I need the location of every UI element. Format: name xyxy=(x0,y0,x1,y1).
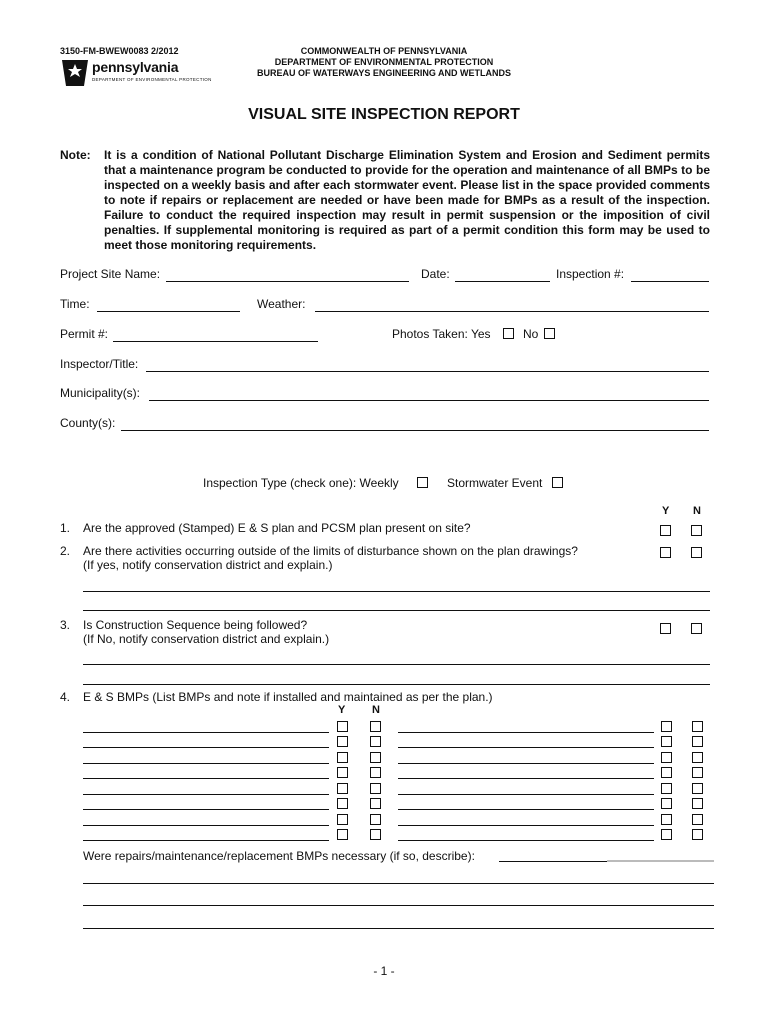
date-label: Date: xyxy=(421,267,450,281)
bmp-entry-line-right[interactable] xyxy=(398,732,654,733)
agency-line-1: COMMONWEALTH OF PENNSYLVANIA xyxy=(300,46,468,56)
question-3-number: 3. xyxy=(60,618,71,632)
form-number: 3150-FM-BWEW0083 2/2012 xyxy=(60,46,179,56)
photos-taken-label: Photos Taken: Yes xyxy=(392,327,491,341)
bmp-entry-line-left[interactable] xyxy=(83,825,329,826)
time-label: Time: xyxy=(60,297,90,311)
date-field[interactable] xyxy=(455,281,550,282)
question-3-answer-line[interactable] xyxy=(83,664,710,665)
bmp-right-yes-checkbox[interactable] xyxy=(661,752,672,763)
bmp-right-yes-checkbox[interactable] xyxy=(661,829,672,840)
note-text: It is a condition of National Pollutant Discharge Elimination System and Erosion and Sediment permits that a maintenance program be conducted to provide for the operation and maintenance of all BMPs to be inspected on a weekly basis and after each stormwater event. Please list in the space provided comments to note if repairs or replacement are needed or have been made for BMPs as a result of the inspection. Failure to conduct the required inspection may result in permit suspension or the imposition of civil penalties. If supplemental monitoring is required as part of a permit condition this form may be used to meet those monitoring requirements. xyxy=(104,148,710,252)
question-2-no-checkbox[interactable] xyxy=(691,547,702,558)
bmp-right-no-checkbox[interactable] xyxy=(692,829,703,840)
bmp-right-no-checkbox[interactable] xyxy=(692,767,703,778)
inspection-number-label: Inspection #: xyxy=(556,267,625,281)
question-2-answer-line[interactable] xyxy=(83,591,710,592)
bmp-entry-line-left[interactable] xyxy=(83,794,329,795)
permit-number-field[interactable] xyxy=(113,341,318,342)
note-label: Note: xyxy=(60,148,91,162)
bmp-right-yes-checkbox[interactable] xyxy=(661,736,672,747)
logo-text: pennsylvania xyxy=(92,59,179,75)
question-1-text: Are the approved (Stamped) E & S plan and PCSM plan present on site? xyxy=(83,521,471,535)
bmp-left-yes-checkbox[interactable] xyxy=(337,767,348,778)
bmp-entry-line-right[interactable] xyxy=(398,825,654,826)
question-1-number: 1. xyxy=(60,521,71,535)
bmp-entry-line-right[interactable] xyxy=(398,794,654,795)
project-site-name-label: Project Site Name: xyxy=(60,267,161,281)
inspector-title-field[interactable] xyxy=(146,371,709,372)
bmp-entry-line-left[interactable] xyxy=(83,778,329,779)
bmp-entry-line-left[interactable] xyxy=(83,732,329,733)
inspection-type-label: Inspection Type (check one): Weekly xyxy=(203,476,399,490)
bmp-entry-line-left[interactable] xyxy=(83,747,329,748)
bmp-left-yes-checkbox[interactable] xyxy=(337,814,348,825)
no-column-header: N xyxy=(693,505,701,517)
question-2-number: 2. xyxy=(60,544,71,558)
bmp-yes-column-header: Y xyxy=(338,704,346,716)
bmp-entry-line-right[interactable] xyxy=(398,809,654,810)
photos-no-label: No xyxy=(523,327,539,341)
repairs-inline-field[interactable] xyxy=(499,861,607,862)
question-3-yes-checkbox[interactable] xyxy=(660,623,671,634)
bmp-right-yes-checkbox[interactable] xyxy=(661,798,672,809)
bmp-left-no-checkbox[interactable] xyxy=(370,798,381,809)
repairs-answer-line[interactable] xyxy=(83,883,714,884)
question-3-answer-line[interactable] xyxy=(83,684,710,685)
question-4-text: E & S BMPs (List BMPs and note if installed and maintained as per the plan.) xyxy=(83,690,493,704)
photos-no-checkbox[interactable] xyxy=(544,328,555,339)
repairs-inline-field-extension xyxy=(607,860,714,862)
bmp-entry-line-left[interactable] xyxy=(83,763,329,764)
question-2-yes-checkbox[interactable] xyxy=(660,547,671,558)
question-2-answer-line[interactable] xyxy=(83,610,710,611)
bmp-left-yes-checkbox[interactable] xyxy=(337,752,348,763)
question-1-yes-checkbox[interactable] xyxy=(660,525,671,536)
question-2-text: Are there activities occurring outside of the limits of disturbance shown on the plan drawings? xyxy=(83,544,578,558)
page-title: VISUAL SITE INSPECTION REPORT xyxy=(248,106,520,123)
repairs-answer-line[interactable] xyxy=(83,905,714,906)
stormwater-event-checkbox[interactable] xyxy=(552,477,563,488)
bmp-right-no-checkbox[interactable] xyxy=(692,783,703,794)
time-field[interactable] xyxy=(97,311,240,312)
repairs-answer-line[interactable] xyxy=(83,928,714,929)
stormwater-event-label: Stormwater Event xyxy=(447,476,543,490)
bmp-right-no-checkbox[interactable] xyxy=(692,814,703,825)
municipality-label: Municipality(s): xyxy=(60,386,141,400)
bmp-left-no-checkbox[interactable] xyxy=(370,752,381,763)
bmp-right-yes-checkbox[interactable] xyxy=(661,814,672,825)
question-3-subtext: (If No, notify conservation district and explain.) xyxy=(83,632,330,646)
bmp-right-no-checkbox[interactable] xyxy=(692,798,703,809)
question-1-no-checkbox[interactable] xyxy=(691,525,702,536)
bmp-entry-line-right[interactable] xyxy=(398,840,654,841)
agency-line-3: BUREAU OF WATERWAYS ENGINEERING AND WETLANDS xyxy=(256,68,511,78)
bmp-left-no-checkbox[interactable] xyxy=(370,814,381,825)
bmp-left-no-checkbox[interactable] xyxy=(370,783,381,794)
bmp-right-no-checkbox[interactable] xyxy=(692,721,703,732)
bmp-entry-line-left[interactable] xyxy=(83,840,329,841)
permit-number-label: Permit #: xyxy=(60,327,109,341)
agency-line-2: DEPARTMENT OF ENVIRONMENTAL PROTECTION xyxy=(274,57,494,67)
page-number: - 1 - xyxy=(373,964,395,978)
bmp-left-yes-checkbox[interactable] xyxy=(337,783,348,794)
bmp-left-yes-checkbox[interactable] xyxy=(337,829,348,840)
bmp-left-yes-checkbox[interactable] xyxy=(337,721,348,732)
question-3-no-checkbox[interactable] xyxy=(691,623,702,634)
bmp-right-no-checkbox[interactable] xyxy=(692,736,703,747)
project-site-name-field[interactable] xyxy=(166,281,409,282)
bmp-right-yes-checkbox[interactable] xyxy=(661,767,672,778)
weather-label: Weather: xyxy=(257,297,306,311)
bmp-left-no-checkbox[interactable] xyxy=(370,721,381,732)
bmp-left-no-checkbox[interactable] xyxy=(370,829,381,840)
weekly-checkbox[interactable] xyxy=(417,477,428,488)
inspector-title-label: Inspector/Title: xyxy=(60,357,139,371)
bmp-entry-line-right[interactable] xyxy=(398,747,654,748)
question-3-text: Is Construction Sequence being followed? xyxy=(83,618,308,632)
municipality-field[interactable] xyxy=(149,400,709,401)
question-4-number: 4. xyxy=(60,690,71,704)
photos-yes-checkbox[interactable] xyxy=(503,328,514,339)
repairs-label: Were repairs/maintenance/replacement BMPs necessary (if so, describe): xyxy=(83,849,475,863)
county-field[interactable] xyxy=(121,430,709,431)
bmp-right-no-checkbox[interactable] xyxy=(692,752,703,763)
bmp-right-yes-checkbox[interactable] xyxy=(661,783,672,794)
bmp-left-yes-checkbox[interactable] xyxy=(337,798,348,809)
bmp-entry-line-left[interactable] xyxy=(83,809,329,810)
logo-subtext: DEPARTMENT OF ENVIRONMENTAL PROTECTION xyxy=(92,77,212,82)
bmp-entry-line-right[interactable] xyxy=(398,763,654,764)
bmp-left-no-checkbox[interactable] xyxy=(370,767,381,778)
bmp-left-no-checkbox[interactable] xyxy=(370,736,381,747)
weather-field[interactable] xyxy=(315,311,709,312)
bmp-no-column-header: N xyxy=(372,704,380,716)
bmp-entry-line-right[interactable] xyxy=(398,778,654,779)
bmp-left-yes-checkbox[interactable] xyxy=(337,736,348,747)
question-2-subtext: (If yes, notify conservation district and explain.) xyxy=(83,558,333,572)
bmp-right-yes-checkbox[interactable] xyxy=(661,721,672,732)
inspection-number-field[interactable] xyxy=(631,281,709,282)
county-label: County(s): xyxy=(60,416,116,430)
yes-column-header: Y xyxy=(662,505,670,517)
